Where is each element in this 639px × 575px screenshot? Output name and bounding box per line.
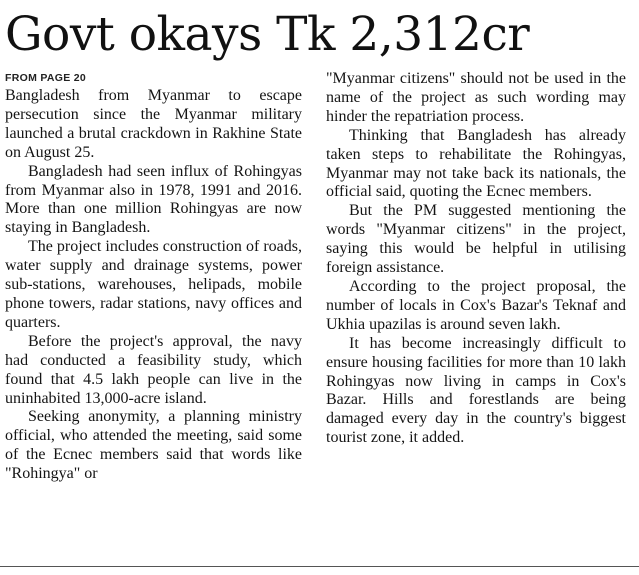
paragraph: Bangladesh had seen influx of Rohingyas from Myanmar also in 1978, 1991 and 2016. More than one million Rohingyas are now staying in Bangladesh. bbox=[5, 162, 302, 237]
paragraph: According to the project proposal, the number of locals in Cox's Bazar's Teknaf and Ukhia upazilas is around seven lakh. bbox=[326, 277, 626, 333]
article-column-right bbox=[326, 70, 626, 448]
paragraph: Thinking that Bangladesh has already taken steps to rehabilitate the Rohingyas, Myanmar may not take back its nationals, the official said, quoting the Ecnec members. bbox=[326, 126, 626, 201]
paragraph: Bangladesh from Myanmar to escape persecution since the Myanmar military launched a brutal crackdown in Rakhine State on August 25. bbox=[5, 87, 302, 161]
article-column-left bbox=[5, 70, 302, 484]
continuation-kicker: FROM PAGE 20 bbox=[5, 72, 87, 84]
paragraph: The project includes construction of roads, water supply and drainage systems, power sub-stations, warehouses, helipads, mobile phone towers, radar stations, navy offices and quarters. bbox=[5, 238, 302, 331]
paragraph: Before the project's approval, the navy had conducted a feasibility study, which found that 4.5 lakh people can live in the uninhabited 13,000-acre island. bbox=[5, 332, 302, 407]
bottom-rule bbox=[0, 566, 639, 567]
paragraph: Seeking anonymity, a planning ministry official, who attended the meeting, said some of the Ecnec members said that words like "Rohingya" or bbox=[5, 408, 302, 483]
headline: Govt okays Tk 2,312cr bbox=[5, 7, 530, 62]
paragraph: It has become increasingly difficult to ensure housing facilities for more than 10 lakh Rohingyas now living in camps in Cox's Bazar. Hills and forestlands are being damaged every day in the country's biggest tourist zone, it added. bbox=[326, 334, 626, 447]
paragraph: But the PM suggested mentioning the words "Myanmar citizens" in the project, saying this would be helpful in utilising foreign assistance. bbox=[326, 202, 626, 277]
paragraph: "Myanmar citizens" should not be used in the name of the project as such wording may hinder the repatriation process. bbox=[326, 70, 626, 125]
